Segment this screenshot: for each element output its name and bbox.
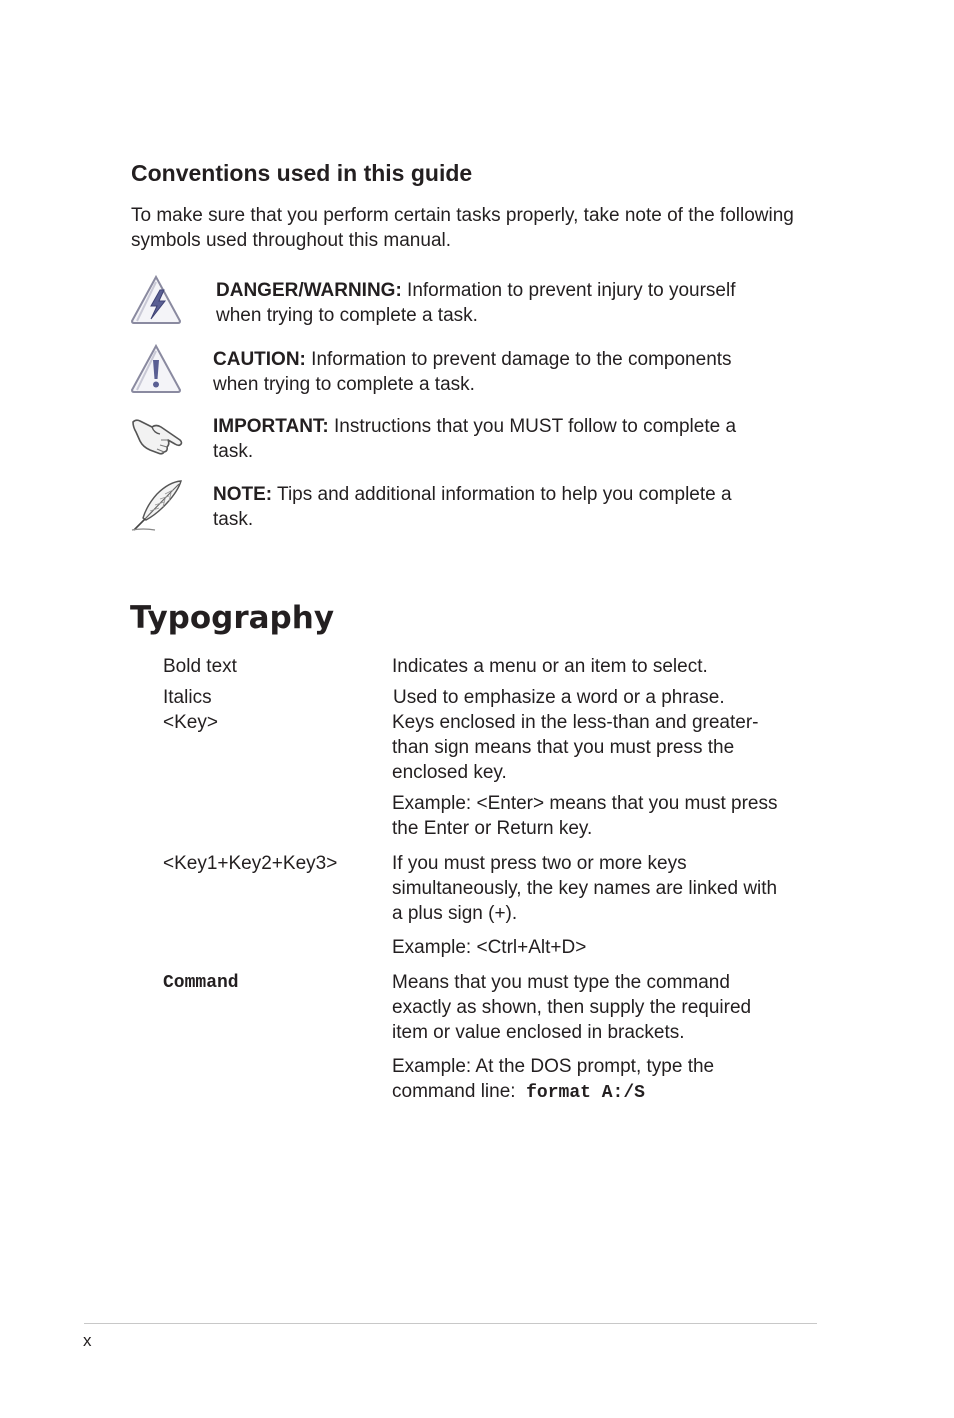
description-line: command line: xyxy=(392,1081,516,1102)
description-line: Example: <Ctrl+Alt+D> xyxy=(392,937,587,958)
note-text: Instructions that you MUST follow to complete a xyxy=(328,416,737,437)
exclamation-warning-icon xyxy=(129,343,183,395)
description-line: than sign means that you must press the xyxy=(392,737,735,758)
note-text-line2: when trying to complete a task. xyxy=(213,374,475,395)
description-line: the Enter or Return key. xyxy=(392,818,593,839)
term: Bold text xyxy=(163,656,237,677)
footer-rule xyxy=(84,1323,817,1324)
term-command: Command xyxy=(163,973,239,993)
description-line: If you must press two or more keys xyxy=(392,853,687,874)
description-line: Indicates a menu or an item to select. xyxy=(392,656,708,677)
term: <Key> xyxy=(163,712,218,733)
note-text: Information to prevent injury to yourself xyxy=(401,280,736,301)
note-text-line2: task. xyxy=(213,509,254,530)
description-line: exactly as shown, then supply the required xyxy=(392,997,752,1018)
description-line: enclosed key. xyxy=(392,762,507,783)
pointing-hand-icon xyxy=(130,414,185,456)
description xyxy=(392,710,759,785)
term: <Key1+Key2+Key3> xyxy=(163,853,338,874)
note-label: DANGER/WARNING: xyxy=(216,280,402,301)
note-label: NOTE: xyxy=(213,484,273,505)
description xyxy=(392,935,586,960)
intro-paragraph: To make sure that you perform certain tasks properly, take note of the following symbols used throughout this manual. xyxy=(131,205,794,251)
description-line: simultaneously, the key names are linked with xyxy=(392,878,778,899)
description-line: Example: <Enter> means that you must press xyxy=(392,793,778,814)
term: Italics xyxy=(163,687,212,708)
description xyxy=(392,1054,714,1106)
description-line: a plus sign (+). xyxy=(392,903,518,924)
description xyxy=(392,970,751,1045)
description-line: Example: At the DOS prompt, type the xyxy=(392,1056,715,1077)
note-label: CAUTION: xyxy=(213,349,306,370)
description xyxy=(392,791,777,841)
command-example: format A:/S xyxy=(526,1083,645,1103)
description-line: Used to emphasize a word or a phrase. xyxy=(393,687,725,708)
note-text: Tips and additional information to help you complete a xyxy=(272,484,732,505)
page-number: x xyxy=(83,1331,92,1350)
description-line: Means that you must type the command xyxy=(392,972,730,993)
note-label: IMPORTANT: xyxy=(213,416,329,437)
description xyxy=(392,851,777,926)
typography-heading: Typography xyxy=(130,600,335,636)
description xyxy=(392,654,708,679)
description-line: Keys enclosed in the less-than and greater- xyxy=(392,712,759,733)
note-text: Information to prevent damage to the components xyxy=(305,349,732,370)
quill-pen-icon xyxy=(129,478,185,534)
note-text-line2: task. xyxy=(213,441,254,462)
note-text-line2: when trying to complete a task. xyxy=(216,305,478,326)
lightning-warning-icon xyxy=(129,274,183,326)
section-heading: Conventions used in this guide xyxy=(131,160,473,186)
description-line: item or value enclosed in brackets. xyxy=(392,1022,685,1043)
description xyxy=(393,685,725,710)
